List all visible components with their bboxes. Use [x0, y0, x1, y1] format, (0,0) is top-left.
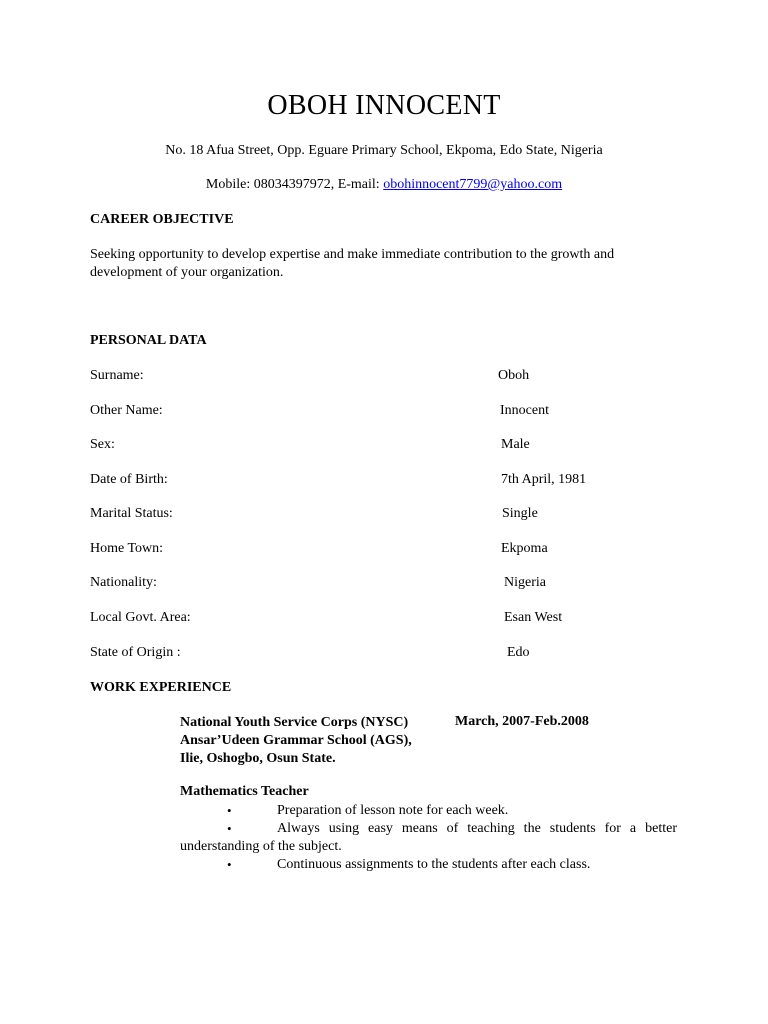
- bullet-icon: •: [227, 803, 232, 818]
- employer-block: [180, 714, 412, 768]
- field-label-nationality: Nationality:: [90, 575, 157, 590]
- personal-data-row: [90, 368, 690, 388]
- job-role: Mathematics Teacher: [180, 784, 309, 799]
- field-label-marital-status: Marital Status:: [90, 506, 173, 521]
- field-value-nationality: Nigeria: [504, 575, 546, 590]
- email-link[interactable]: obohinnocent7799@yahoo.com: [383, 177, 563, 192]
- duty-text: Preparation of lesson note for each week.: [277, 803, 509, 818]
- field-value-surname: Oboh: [498, 368, 530, 383]
- field-label-other-name: Other Name:: [90, 403, 163, 418]
- duty-item: [180, 820, 677, 856]
- field-label-sex: Sex:: [90, 437, 115, 452]
- field-value-marital-status: Single: [502, 506, 538, 521]
- personal-data-row: [90, 575, 690, 595]
- work-experience-heading: WORK EXPERIENCE: [90, 680, 232, 695]
- bullet-icon: •: [227, 857, 232, 872]
- career-objective-heading: CAREER OBJECTIVE: [90, 212, 234, 227]
- field-label-state-of-origin: State of Origin :: [90, 645, 181, 660]
- personal-data-row: [90, 472, 690, 492]
- personal-data-row: [90, 506, 690, 526]
- field-label-lga: Local Govt. Area:: [90, 610, 191, 625]
- duty-text: Continuous assignments to the students after each class.: [277, 857, 591, 872]
- field-value-other-name: Innocent: [500, 403, 549, 418]
- personal-data-row: [90, 437, 690, 457]
- field-label-date-of-birth: Date of Birth:: [90, 472, 168, 487]
- applicant-name: OBOH INNOCENT: [267, 90, 501, 121]
- field-label-home-town: Home Town:: [90, 541, 164, 556]
- employer-line: Ilie, Oshogbo, Osun State.: [180, 751, 336, 766]
- employer-line: National Youth Service Corps (NYSC): [180, 715, 409, 730]
- contact-line: [0, 177, 768, 193]
- duty-item: [180, 856, 677, 874]
- personal-data-row: [90, 541, 690, 561]
- field-label-surname: Surname:: [90, 368, 144, 383]
- personal-data-row: [90, 645, 690, 665]
- mobile-text: Mobile: 08034397972, E-mail:: [205, 177, 384, 192]
- employer-line: Ansar’Udeen Grammar School (AGS),: [180, 733, 412, 748]
- address-line: No. 18 Afua Street, Opp. Eguare Primary School, Ekpoma, Edo State, Nigeria: [165, 143, 603, 158]
- personal-data-heading: PERSONAL DATA: [90, 333, 207, 348]
- duty-text: Always using easy means of teaching the students for a better understanding of the subject.: [180, 821, 677, 854]
- employment-dates: March, 2007-Feb.2008: [455, 714, 589, 729]
- personal-data-row: [90, 403, 690, 423]
- field-value-home-town: Ekpoma: [501, 541, 548, 556]
- field-value-sex: Male: [501, 437, 530, 452]
- duty-item: [180, 802, 677, 820]
- field-value-date-of-birth: 7th April, 1981: [501, 472, 587, 487]
- field-value-state-of-origin: Edo: [507, 645, 530, 660]
- career-objective-text: Seeking opportunity to develop expertise and make immediate contribution to the growth and development of your organization.: [90, 247, 615, 280]
- field-value-lga: Esan West: [504, 610, 563, 625]
- bullet-icon: •: [227, 821, 232, 836]
- personal-data-row: [90, 610, 690, 630]
